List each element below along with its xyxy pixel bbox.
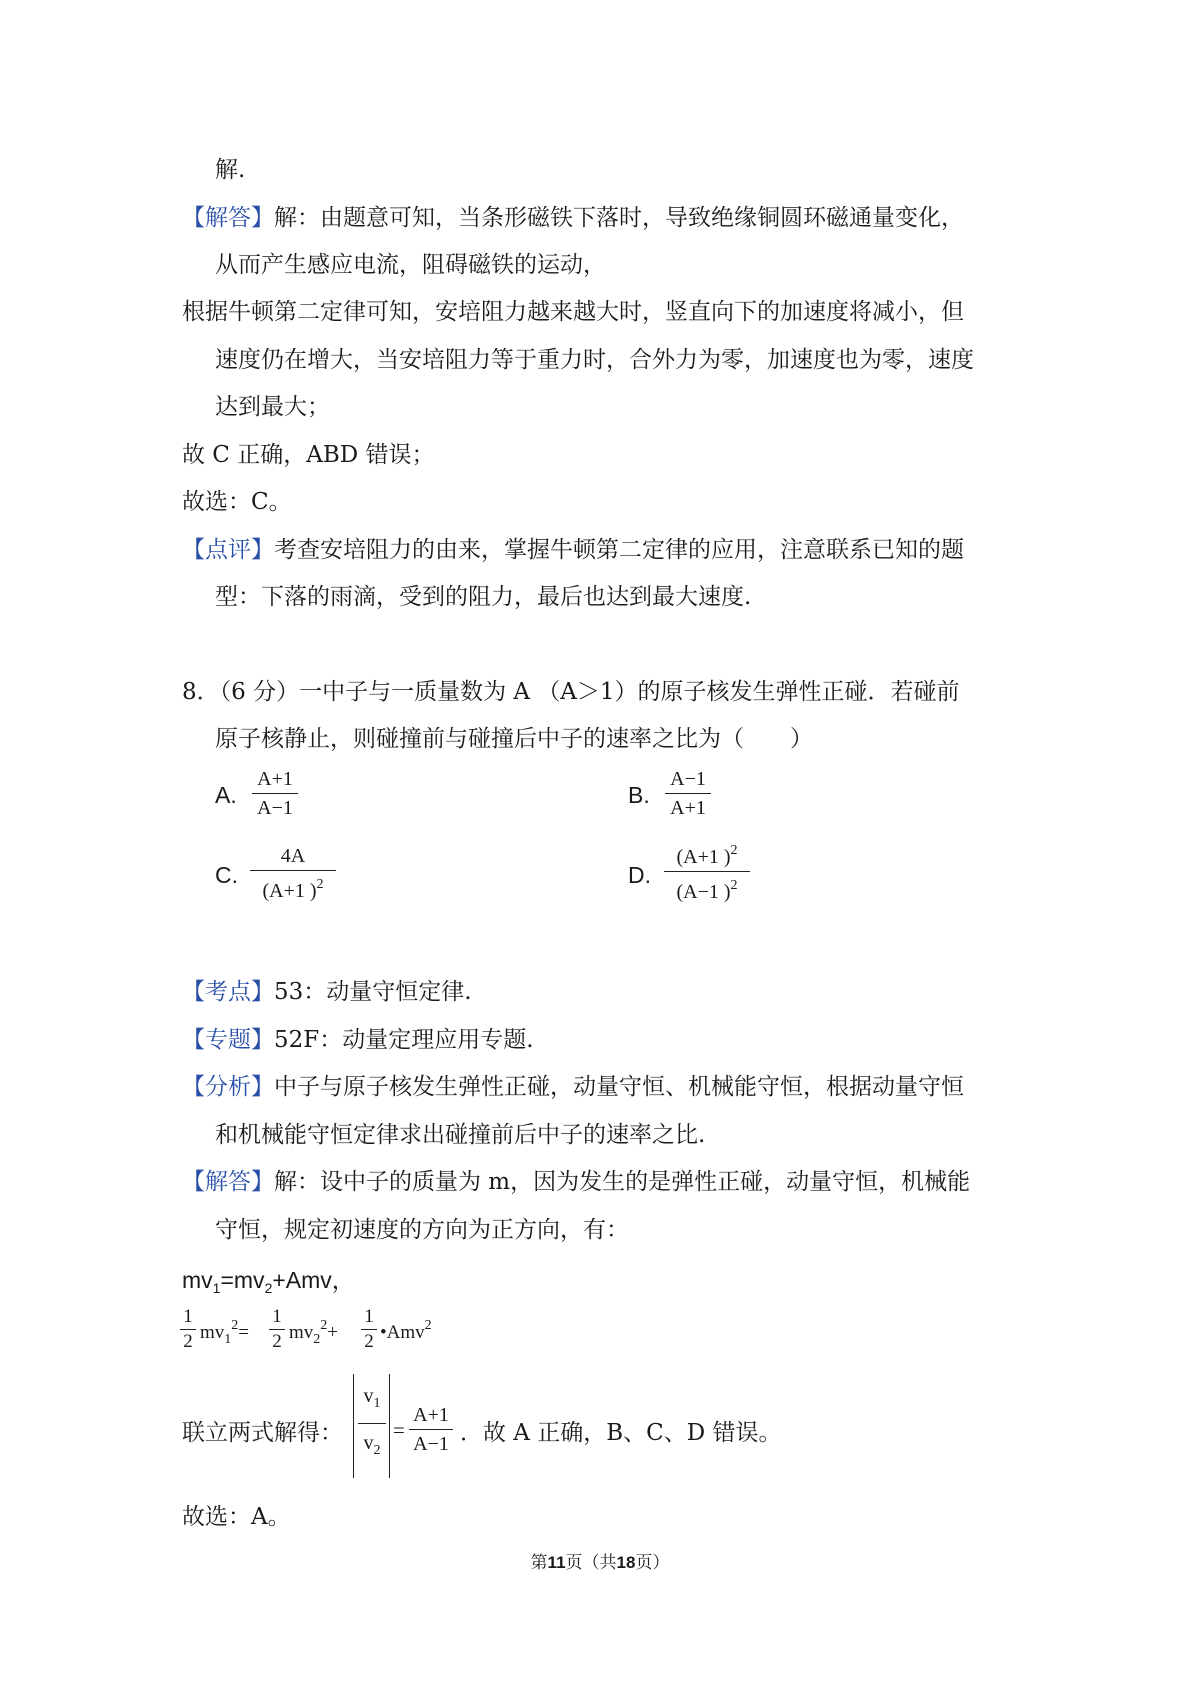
- comment-tag: 【点评】: [182, 537, 274, 563]
- energy-term-3: •Amv$^2$: [380, 1318, 432, 1343]
- option-c-label: C.: [215, 862, 238, 888]
- comment-paragraph: [182, 535, 964, 565]
- topic: 【专题】52F：动量定理应用专题.: [182, 1027, 534, 1053]
- option-a-denominator: A−1: [257, 797, 293, 819]
- option-d-denominator: (A−1 )$^2$: [676, 878, 738, 903]
- analysis-tag: 【分析】: [182, 1074, 274, 1100]
- text-line: 根据牛顿第二定律可知，安培阻力越来越大时，竖直向下的加速度将减小，但: [182, 299, 964, 325]
- text-line: 解.: [215, 157, 246, 183]
- option-b-label: B.: [628, 782, 650, 808]
- option-a-fraction: [252, 766, 298, 821]
- text-line: 型：下落的雨滴，受到的阻力，最后也达到最大速度.: [215, 584, 752, 610]
- energy-term-2: $mv_2^2+$: [289, 1318, 338, 1347]
- option-c-denominator: (A+1 )$^2$: [262, 877, 324, 902]
- text-line: 速度仍在增大，当安培阻力等于重力时，合外力为零，加速度也为零，速度: [215, 347, 974, 373]
- final-answer: 故选：A。: [182, 1504, 291, 1530]
- option-b-fraction: [665, 766, 711, 821]
- option-d-numerator: (A+1 )$^2$: [676, 843, 738, 868]
- answer-paragraph: [182, 203, 964, 233]
- solution-tag: 【解答】: [182, 1169, 274, 1195]
- solve-suffix: ．故 A 正确，B、C、D 错误。: [460, 1420, 782, 1446]
- half-fraction: 1 2: [269, 1306, 285, 1353]
- answer-text: 解：由题意可知，当条形磁铁下落时，导致绝缘铜圆环磁通量变化，: [274, 205, 964, 231]
- option-c-fraction: [250, 843, 336, 904]
- abs-bar-left: [353, 1374, 354, 1478]
- option-b-numerator: A−1: [670, 768, 706, 790]
- question-line: 8．（6 分）一中子与一质量数为 A （A＞1）的原子核发生弹性正碰．若碰前: [182, 679, 960, 705]
- text-line: 守恒，规定初速度的方向为正方向，有：: [215, 1217, 629, 1243]
- knowledge-tag: 【考点】: [182, 979, 274, 1005]
- text-line: 故选：C。: [182, 489, 292, 515]
- option-c-numerator: 4A: [280, 845, 306, 867]
- text-line: 和机械能守恒定律求出碰撞前后中子的速率之比.: [215, 1122, 706, 1148]
- momentum-equation: $mv_1=mv_2+Amv$，: [182, 1267, 355, 1296]
- solution-paragraph: 【解答】解：设中子的质量为 m，因为发生的是弹性正碰，动量守恒，机械能: [182, 1169, 971, 1195]
- option-d-label: D.: [628, 862, 651, 888]
- text-line: 达到最大；: [215, 394, 330, 420]
- abs-bar-right: [389, 1374, 390, 1478]
- velocity-ratio: $v_1$ $v_2$: [358, 1378, 386, 1469]
- half-fraction: 1 2: [361, 1306, 377, 1353]
- knowledge-point: 【考点】53：动量守恒定律.: [182, 979, 472, 1005]
- fraction-bar: [252, 793, 298, 794]
- text-line: 故 C 正确，ABD 错误；: [182, 442, 435, 468]
- option-b-denominator: A+1: [670, 797, 706, 819]
- answer-tag: 【解答】: [182, 205, 274, 231]
- half-fraction: 1 2: [180, 1306, 196, 1353]
- text-line: 从而产生感应电流，阻碍磁铁的运动，: [215, 252, 606, 278]
- option-a-numerator: A+1: [257, 768, 293, 790]
- equals-sign: =: [393, 1418, 405, 1442]
- option-a-label: A.: [215, 782, 237, 808]
- fraction-bar: [250, 870, 336, 871]
- page-number: 11: [547, 1553, 566, 1572]
- question-line: 原子核静止，则碰撞前与碰撞后中子的速率之比为（ ）: [215, 726, 813, 752]
- fraction-bar: [664, 871, 750, 872]
- page-footer: 第11页（共18页）: [530, 1553, 670, 1573]
- total-pages: 18: [616, 1553, 636, 1572]
- result-fraction: A+1 A−1: [409, 1402, 453, 1457]
- comment-text: 考查安培阻力的由来，掌握牛顿第二定律的应用，注意联系已知的题: [274, 537, 964, 563]
- fraction-bar: [665, 793, 711, 794]
- topic-tag: 【专题】: [182, 1027, 274, 1053]
- option-d-fraction: [664, 838, 750, 905]
- energy-term-1: $mv_1^2=$: [200, 1318, 249, 1347]
- analysis-paragraph: 【分析】中子与原子核发生弹性正碰，动量守恒、机械能守恒，根据动量守恒: [182, 1074, 964, 1100]
- solve-prefix: 联立两式解得：: [182, 1420, 343, 1446]
